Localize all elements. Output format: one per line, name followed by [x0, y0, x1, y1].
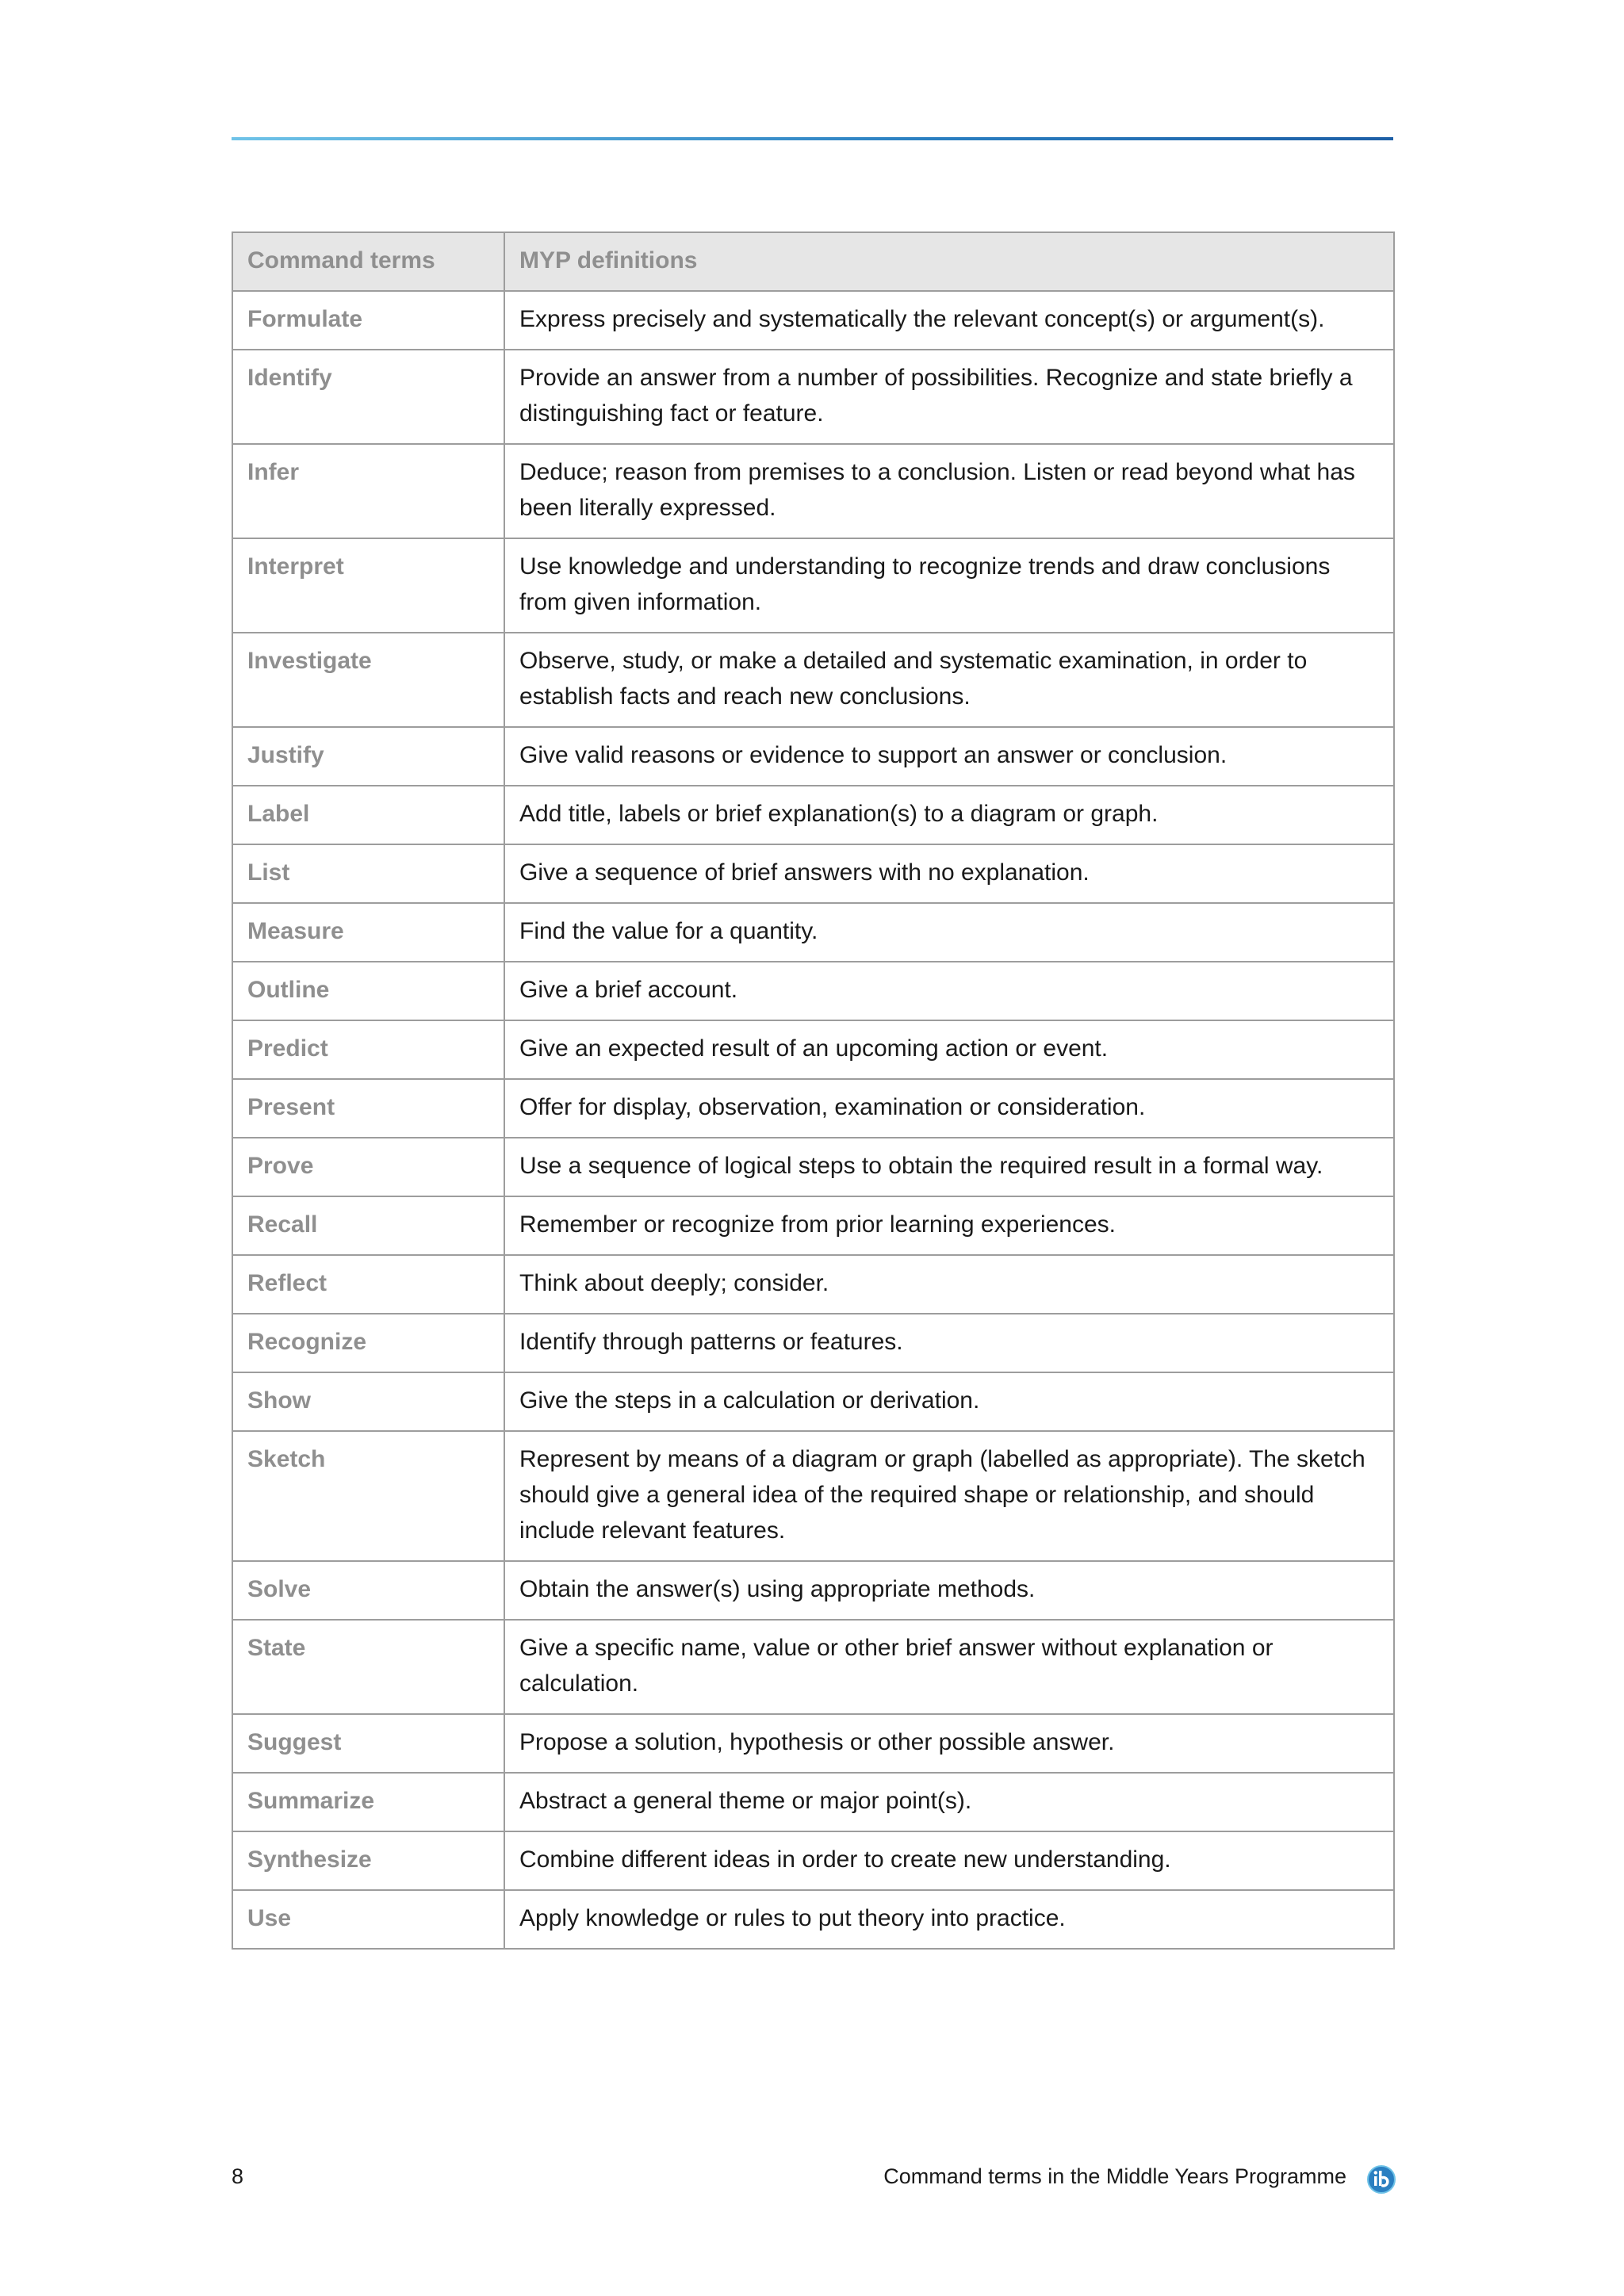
command-term: Summarize — [232, 1773, 504, 1831]
column-header-terms: Command terms — [232, 232, 504, 291]
term-definition: Abstract a general theme or major point(s). — [504, 1773, 1394, 1831]
command-term: Interpret — [232, 538, 504, 633]
table-row — [232, 1831, 1394, 1890]
term-definition: Remember or recognize from prior learning experiences. — [504, 1196, 1394, 1255]
table-row — [232, 903, 1394, 962]
command-term: Predict — [232, 1020, 504, 1079]
command-term: Prove — [232, 1138, 504, 1196]
table-row — [232, 1561, 1394, 1620]
term-definition: Offer for display, observation, examination or consideration. — [504, 1079, 1394, 1138]
term-definition: Propose a solution, hypothesis or other possible answer. — [504, 1714, 1394, 1773]
term-definition: Apply knowledge or rules to put theory into practice. — [504, 1890, 1394, 1949]
term-definition: Give a sequence of brief answers with no explanation. — [504, 844, 1394, 903]
term-definition: Obtain the answer(s) using appropriate methods. — [504, 1561, 1394, 1620]
command-term: Infer — [232, 444, 504, 538]
table-row — [232, 1314, 1394, 1372]
command-term: Use — [232, 1890, 504, 1949]
command-term: Recall — [232, 1196, 504, 1255]
table-row — [232, 1714, 1394, 1773]
term-definition: Give valid reasons or evidence to support an answer or conclusion. — [504, 727, 1394, 786]
command-term: Present — [232, 1079, 504, 1138]
command-term: Identify — [232, 350, 504, 444]
command-term: Outline — [232, 962, 504, 1020]
table-header-row — [232, 232, 1394, 291]
command-term: Justify — [232, 727, 504, 786]
command-term: Label — [232, 786, 504, 844]
term-definition: Use knowledge and understanding to recognize trends and draw conclusions from given information. — [504, 538, 1394, 633]
column-header-definitions: MYP definitions — [504, 232, 1394, 291]
table-row — [232, 1020, 1394, 1079]
command-term: List — [232, 844, 504, 903]
table-row — [232, 350, 1394, 444]
term-definition: Deduce; reason from premises to a conclusion. Listen or read beyond what has been literally expressed. — [504, 444, 1394, 538]
table-row — [232, 1079, 1394, 1138]
command-term: Recognize — [232, 1314, 504, 1372]
term-definition: Give a specific name, value or other brief answer without explanation or calculation. — [504, 1620, 1394, 1714]
command-term: Formulate — [232, 291, 504, 350]
table-row — [232, 633, 1394, 727]
term-definition: Represent by means of a diagram or graph (labelled as appropriate). The sketch should give a general idea of the required shape or relationship, and should include relevant features. — [504, 1431, 1394, 1561]
command-term: Investigate — [232, 633, 504, 727]
command-term: Synthesize — [232, 1831, 504, 1890]
term-definition: Give an expected result of an upcoming action or event. — [504, 1020, 1394, 1079]
command-term: Sketch — [232, 1431, 504, 1561]
term-definition: Observe, study, or make a detailed and systematic examination, in order to establish facts and reach new conclusions. — [504, 633, 1394, 727]
table-row — [232, 1890, 1394, 1949]
term-definition: Think about deeply; consider. — [504, 1255, 1394, 1314]
command-term: Solve — [232, 1561, 504, 1620]
command-term: Suggest — [232, 1714, 504, 1773]
command-terms-table — [232, 232, 1395, 1950]
term-definition: Provide an answer from a number of possibilities. Recognize and state briefly a distinguishing fact or feature. — [504, 350, 1394, 444]
table-row — [232, 727, 1394, 786]
table-row — [232, 1372, 1394, 1431]
term-definition: Combine different ideas in order to create new understanding. — [504, 1831, 1394, 1890]
table-row — [232, 1255, 1394, 1314]
term-definition: Use a sequence of logical steps to obtain the required result in a formal way. — [504, 1138, 1394, 1196]
table-row — [232, 1431, 1394, 1561]
footer-document-title: Command terms in the Middle Years Programme — [883, 2164, 1346, 2188]
command-term: State — [232, 1620, 504, 1714]
command-term: Show — [232, 1372, 504, 1431]
table-row — [232, 1620, 1394, 1714]
table-row — [232, 1196, 1394, 1255]
table-row — [232, 1138, 1394, 1196]
command-term: Measure — [232, 903, 504, 962]
table-row — [232, 786, 1394, 844]
table-row — [232, 1773, 1394, 1831]
term-definition: Identify through patterns or features. — [504, 1314, 1394, 1372]
table-row — [232, 844, 1394, 903]
table-body — [232, 291, 1394, 1949]
table-row — [232, 538, 1394, 633]
term-definition: Give the steps in a calculation or derivation. — [504, 1372, 1394, 1431]
term-definition: Give a brief account. — [504, 962, 1394, 1020]
header-rule — [232, 137, 1393, 140]
table-row — [232, 962, 1394, 1020]
table-row — [232, 291, 1394, 350]
term-definition: Express precisely and systematically the relevant concept(s) or argument(s). — [504, 291, 1394, 350]
term-definition: Add title, labels or brief explanation(s) to a diagram or graph. — [504, 786, 1394, 844]
page-number: 8 — [232, 2164, 244, 2188]
table-row — [232, 444, 1394, 538]
term-definition: Find the value for a quantity. — [504, 903, 1394, 962]
ib-logo-icon — [1367, 2165, 1396, 2194]
command-term: Reflect — [232, 1255, 504, 1314]
